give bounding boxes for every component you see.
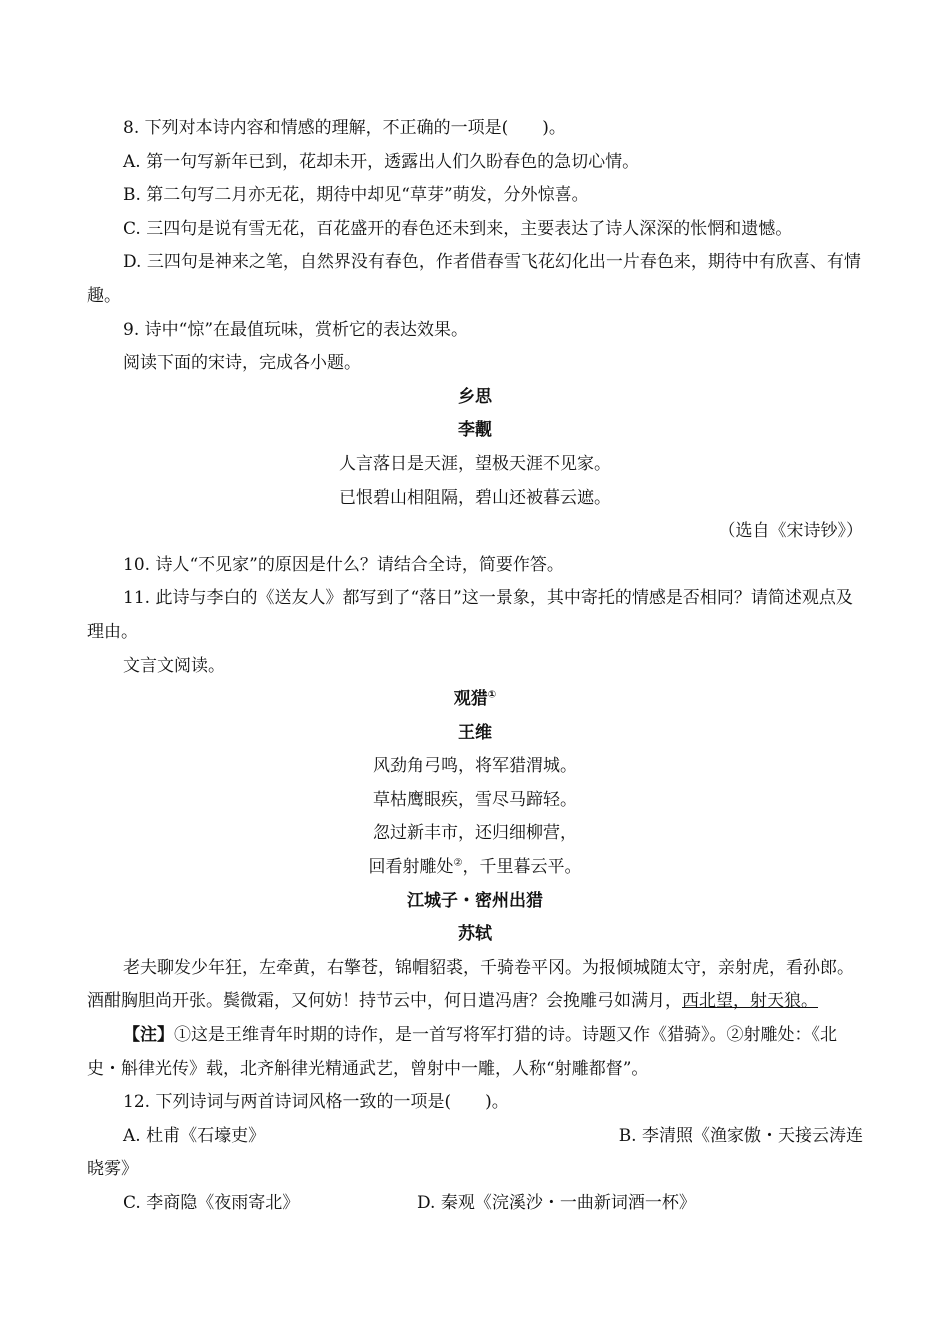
- q12-option-b-wrap: 晓雾》: [87, 1159, 138, 1180]
- poem1-author: 李觏: [458, 420, 492, 441]
- poem3-text: [87, 952, 863, 1019]
- poem3-body: 老夫聊发少年狂，左牵黄，右擎苍，锦帽貂裘，千骑卷平冈。为报倾城随太守，亲射虎，看孙郎。酒酣胸胆尚开张。鬓微霜，又何妨！持节云中，何日遣冯唐？会挽雕弓如满月，: [87, 957, 854, 1012]
- footnote-mark-2: ②: [453, 857, 463, 869]
- poem2-line4-part1: 回看射雕处: [368, 857, 454, 878]
- footnote-mark-1: ①: [487, 689, 497, 701]
- poem1-source: （选自《宋诗钞》）: [718, 521, 863, 542]
- poem2-title: [87, 683, 863, 717]
- reading-intro-classical: 文言文阅读。: [123, 655, 225, 676]
- q12-options-row1: [87, 1120, 863, 1154]
- poem2-title-text: 观猎: [453, 689, 488, 710]
- q12-option-b-start: B. 李清照《渔家傲・天接云涛连: [618, 1125, 863, 1146]
- poem1-title: 乡思: [458, 386, 492, 407]
- note-text: ①这是王维青年时期的诗作，是一首写将军打猎的诗。诗题又作《猎骑》。②射雕处：《北史・斛律光传》载，北齐斛律光精通武艺，曾射中一雕，人称“射雕都督”。: [87, 1025, 837, 1079]
- q8-option-b: B. 第二句写二月亦无花，期待中却见“草芽”萌发，分外惊喜。: [123, 185, 589, 206]
- note-label: 【注】: [123, 1025, 174, 1046]
- q8-option-c: C. 三四句是说有雪无花，百花盛开的春色还未到来，主要表达了诗人深深的怅惘和遗憾。: [123, 218, 793, 239]
- poem2-line4-part2: ，千里暮云平。: [462, 857, 582, 878]
- q12-option-d: D. 秦观《浣溪沙・一曲新词酒一杯》: [417, 1193, 696, 1213]
- reading-intro-song-poem: 阅读下面的宋诗，完成各小题。: [123, 353, 361, 374]
- q12-options-row2: [87, 1187, 863, 1221]
- poem3-title: 江城子・密州出猎: [407, 890, 543, 911]
- document-page: [87, 112, 863, 1221]
- q11-stem: 11. 此诗与李白的《送友人》都写到了“落日”这一景象，其中寄托的情感是否相同？请简述观点及理由。: [87, 588, 853, 642]
- poem2-line: 风劲角弓鸣，将军猎渭城。: [373, 756, 577, 777]
- q8-option-d: D. 三四句是神来之笔，自然界没有春色，作者借春雪飞花幻化出一片春色来，期待中有欣喜、有情趣。: [87, 252, 861, 306]
- q8-stem: 8. 下列对本诗内容和情感的理解，不正确的一项是( )。: [123, 118, 566, 138]
- poem3-underlined-phrase: 西北望，射天狼。: [682, 991, 818, 1012]
- q12-option-c: C. 李商隐《夜雨寄北》: [123, 1193, 300, 1213]
- q8-option-a: A. 第一句写新年已到，花却未开，透露出人们久盼春色的急切心情。: [123, 151, 640, 172]
- q12-stem: 12. 下列诗词与两首诗词风格一致的一项是( )。: [123, 1092, 509, 1113]
- annotation-note: [87, 1019, 863, 1086]
- poem2-line: [87, 851, 863, 885]
- poem2-line: 忽过新丰市，还归细柳营，: [373, 823, 577, 844]
- poem2-author: 王维: [458, 722, 492, 743]
- poem1-line: 已恨碧山相阻隔，碧山还被暮云遮。: [339, 487, 611, 508]
- poem3-author: 苏轼: [458, 924, 492, 945]
- q12-option-a: A. 杜甫《石壕吏》: [123, 1125, 266, 1146]
- poem1-line: 人言落日是天涯，望极天涯不见家。: [339, 453, 611, 474]
- q10-stem: 10. 诗人“不见家”的原因是什么？请结合全诗，简要作答。: [123, 554, 564, 575]
- q9-stem: 9. 诗中“惊”在最值玩味，赏析它的表达效果。: [123, 319, 469, 340]
- poem2-line: 草枯鹰眼疾，雪尽马蹄轻。: [373, 789, 577, 810]
